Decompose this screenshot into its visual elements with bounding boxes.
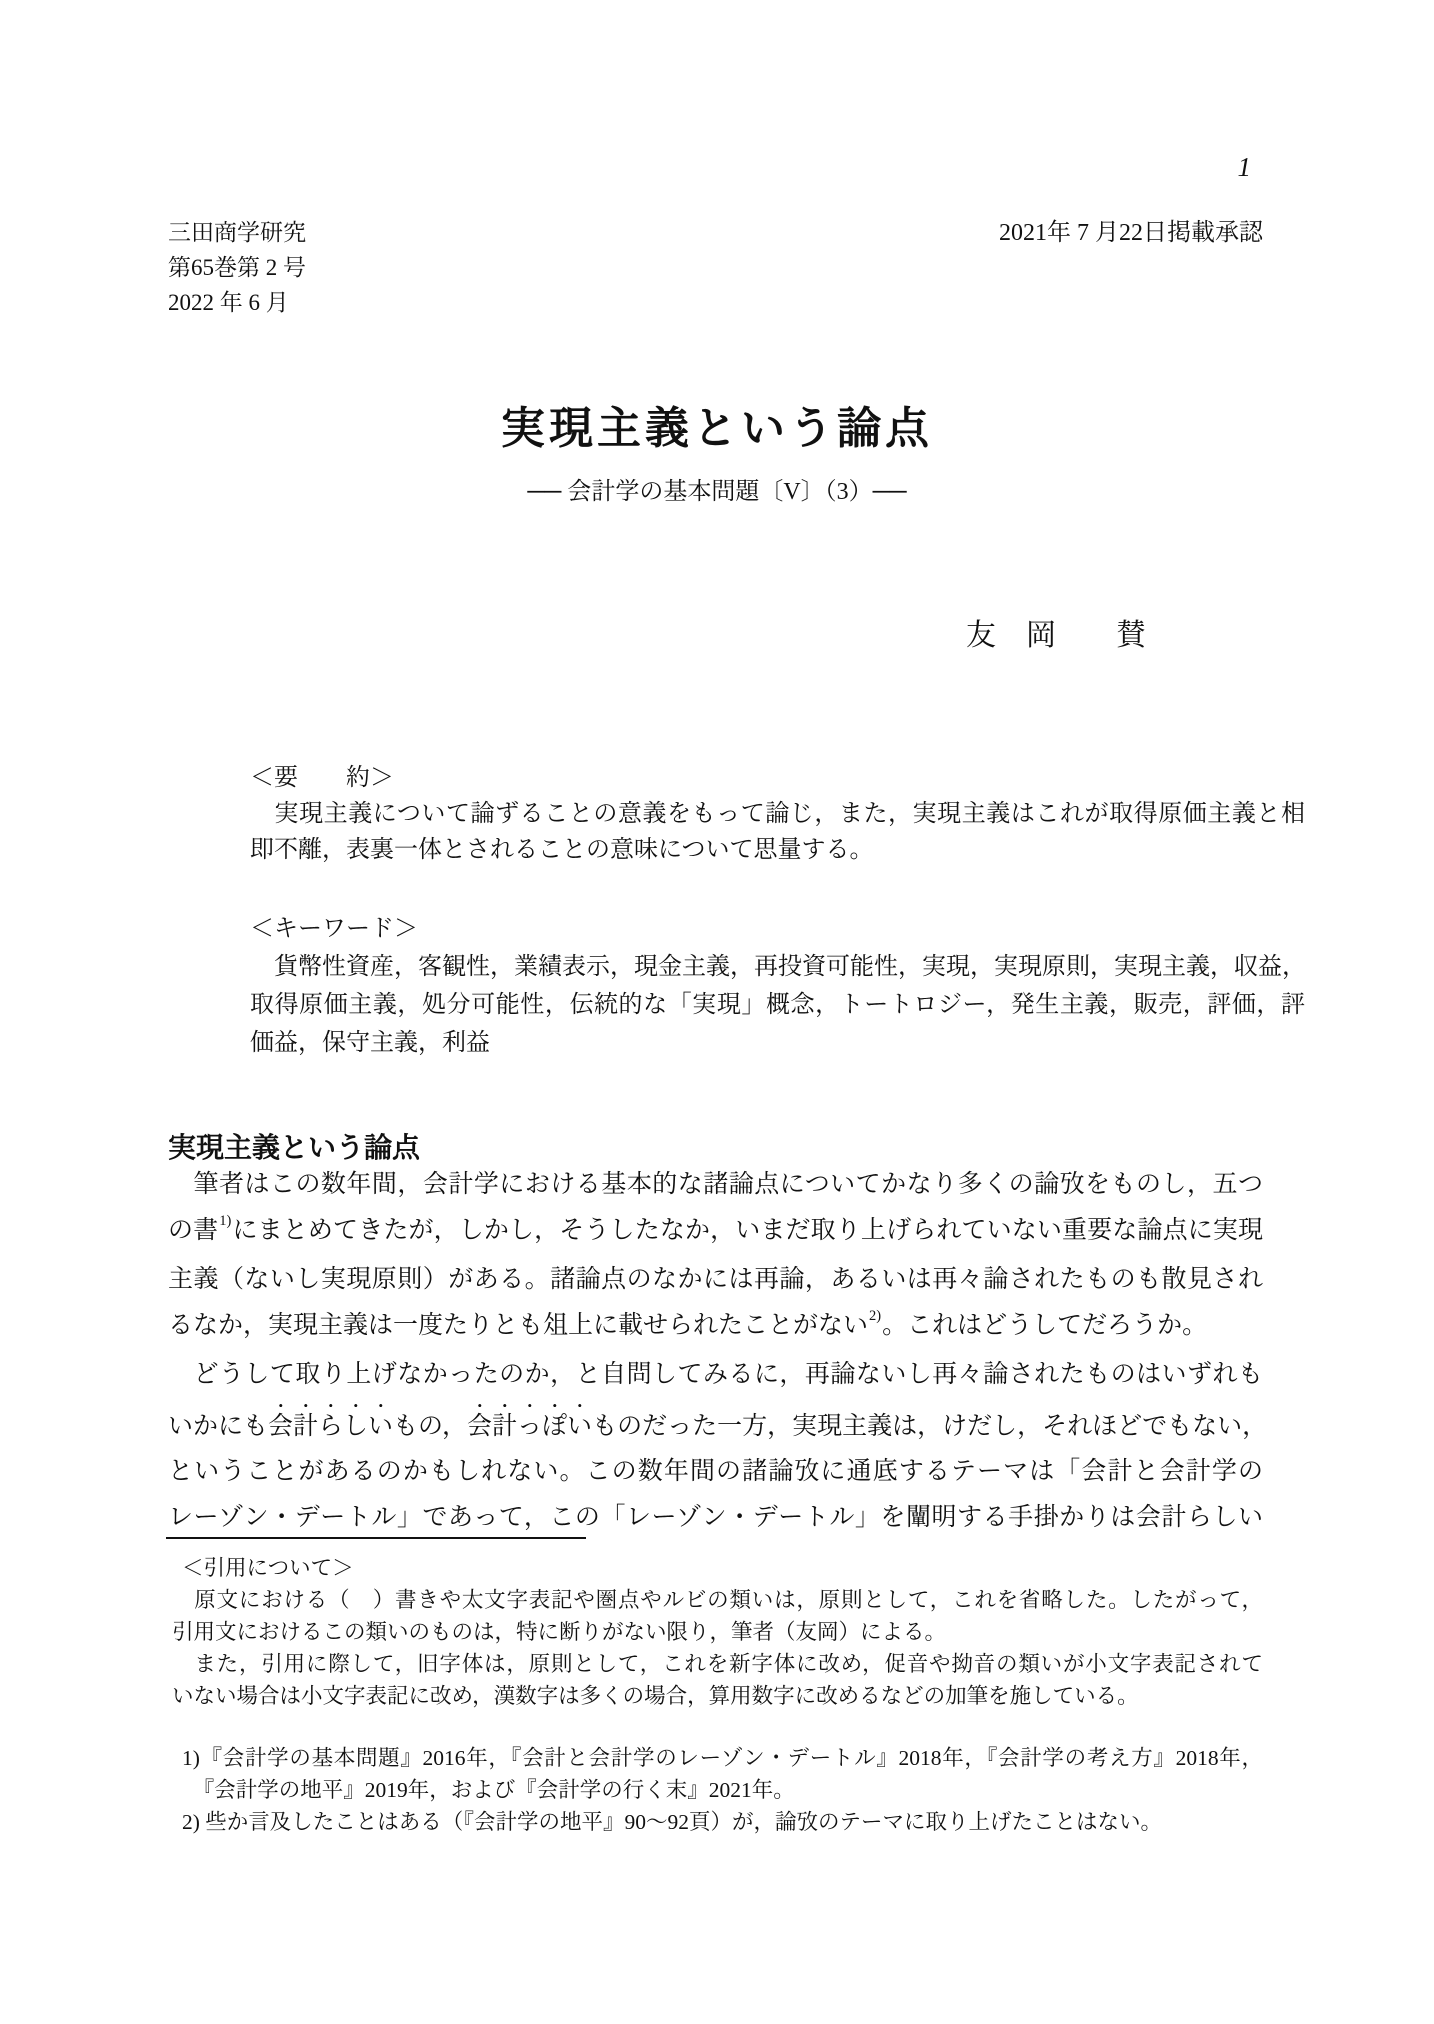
text-line — [172, 1680, 1263, 1712]
footnotes-block — [172, 1552, 1263, 1838]
text-run: 1)『会計学の基本問題』2016年，『会計と会計学のレーゾン・デートル』2018年，『会計学の考え方』2018年， — [182, 1746, 1263, 1770]
text-line — [168, 1208, 1263, 1258]
emphasized-text: 会計っぽい — [467, 1412, 593, 1440]
text-run: レーゾン・デートル」であって，この「レーゾン・デートル」を闡明する手掛かりは会計らしい — [168, 1503, 1263, 1531]
text-run: 筆者はこの数年間，会計学における基本的な諸論点についてかなり多くの論攷をものし，五つ — [168, 1171, 1263, 1198]
text-line — [168, 1495, 1263, 1541]
text-line — [172, 1584, 1263, 1616]
text-run: 主義（ないし実現原則）がある。諸論点のなかには再論，あるいは再々論されたものも散見され — [168, 1266, 1263, 1293]
journal-name: 三田商学研究 — [168, 220, 306, 245]
text-line — [182, 1806, 1263, 1838]
journal-volume: 第65巻第 2 号 — [168, 255, 306, 280]
text-line — [250, 986, 1305, 1024]
text-line — [172, 1616, 1263, 1648]
citation-note-body — [172, 1584, 1263, 1712]
text-run: いかにも — [168, 1412, 269, 1440]
text-run: の書 — [168, 1216, 219, 1244]
keywords-body — [250, 948, 1305, 1062]
page-number: 1 — [1237, 152, 1251, 182]
text-run: ということがあるのかもしれない。この数年間の諸論攷に通底するテーマは「会計と会計学の — [168, 1458, 1263, 1485]
text-run: 。これはどうしてだろうか。 — [882, 1311, 1208, 1339]
keywords-heading: ＜キーワード＞ — [250, 916, 418, 942]
text-line — [182, 1774, 1263, 1806]
text-run: ものだった一方，実現主義は，けだし，それほどでもない， — [592, 1412, 1268, 1440]
text-run: 2) 些か言及したことはある（『会計学の地平』90～92頁）が，論攷のテーマに取り上げたことはない。 — [182, 1810, 1163, 1834]
text-run: 実現主義について論ずることの意義をもって論じ，また，実現主義はこれが取得原価主義と相 — [250, 801, 1305, 827]
text-line — [168, 1398, 1268, 1450]
text-line — [168, 1303, 1263, 1353]
text-line — [172, 1648, 1263, 1680]
text-run: 原文における（ ）書きや太文字表記や圏点やルビの類いは，原則として，これを省略した。したがって， — [172, 1588, 1263, 1612]
footnote-ref: 1) — [219, 1213, 232, 1230]
approval-date: 2021年 7 月22日掲載承認 — [999, 220, 1263, 246]
text-line — [250, 832, 1305, 868]
footnote-separator — [166, 1537, 586, 1539]
body-text — [168, 1162, 1268, 1540]
abstract-body — [250, 796, 1305, 868]
abstract-block — [250, 760, 1305, 868]
section-heading: 実現主義という論点 — [168, 1132, 421, 1163]
text-run: 即不離，表裏一体とされることの意味について思量する。 — [250, 837, 874, 863]
paper-subtitle: ── 会計学の基本問題〔V〕（3）── — [527, 479, 907, 505]
text-line — [250, 796, 1305, 832]
text-run: また，引用に際して，旧字体は，原則として，これを新字体に改め，促音や拗音の類いが小文字表記されて — [172, 1652, 1263, 1676]
text-line — [182, 1742, 1263, 1774]
text-line — [168, 1162, 1263, 1208]
text-run: 価益，保守主義，利益 — [250, 1030, 490, 1056]
text-run: いない場合は小文字表記に改め，漢数字は多くの場合，算用数字に改めるなどの加筆を施している。 — [172, 1684, 1139, 1708]
journal-date: 2022 年 6 月 — [168, 290, 289, 315]
text-line — [250, 1024, 1305, 1062]
text-run: 取得原価主義，処分可能性，伝統的な「実現」概念，トートロジー，発生主義，販売，評価，評 — [250, 992, 1305, 1018]
text-line — [168, 1352, 1263, 1398]
text-run: にまとめてきたが，しかし，そうしたなか，いまだ取り上げられていない重要な論点に実現 — [232, 1216, 1263, 1244]
text-run: もの， — [393, 1412, 468, 1440]
keywords-block — [250, 910, 1305, 1062]
text-run: 引用文におけるこの類いのものは，特に断りがない限り，筆者（友岡）による。 — [172, 1620, 947, 1644]
text-line — [250, 948, 1305, 986]
text-run: どうして取り上げなかったのか，と自問してみるに，再論ないし再々論されたものはいずれも — [168, 1361, 1263, 1388]
text-run: 『会計学の地平』2019年，および『会計学の行く末』2021年。 — [182, 1778, 795, 1802]
footnote-ref: 2) — [869, 1308, 882, 1325]
numbered-notes — [172, 1742, 1263, 1838]
author-name: 友 岡 賛 — [966, 619, 1146, 652]
paper-title: 実現主義という論点 — [501, 404, 933, 453]
text-line — [168, 1449, 1263, 1495]
emphasized-text: 会計らしい — [268, 1412, 394, 1440]
text-run: るなか，実現主義は一度たりとも俎上に載せられたことがない — [168, 1311, 869, 1339]
citation-note-heading: ＜引用について＞ — [182, 1556, 354, 1580]
abstract-heading: ＜要 約＞ — [250, 765, 394, 791]
citation-note — [172, 1552, 1263, 1712]
journal-header — [168, 215, 306, 320]
text-run: 貨幣性資産，客観性，業績表示，現金主義，再投資可能性，実現，実現原則，実現主義，収益， — [250, 954, 1306, 980]
text-line — [168, 1257, 1263, 1303]
